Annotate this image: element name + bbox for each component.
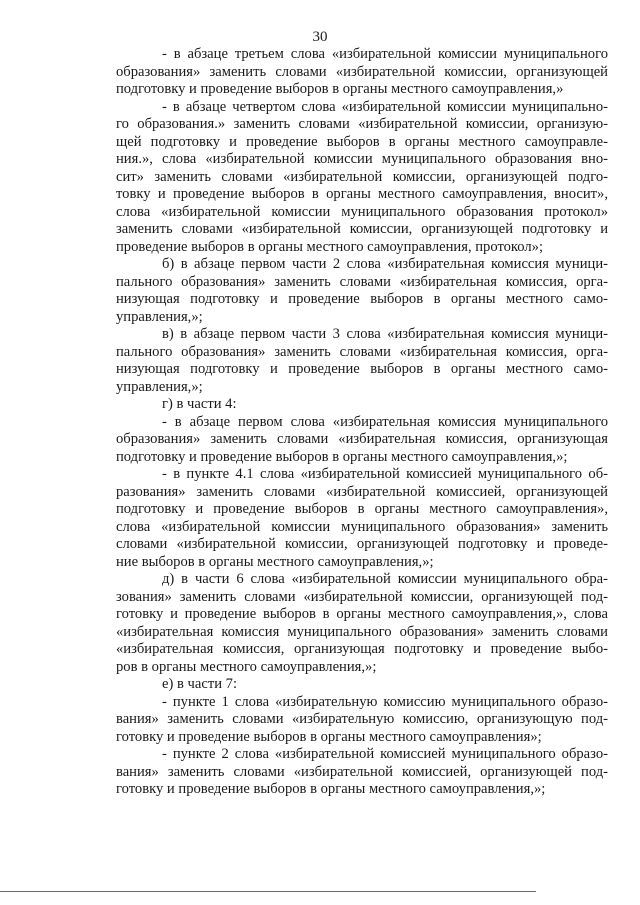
text-line: г) в части 4: [162,396,237,412]
text-line: низующая подготовку и проведение выборов в органы местного само- [116,361,608,377]
text-line: го образования.» заменить словами «избирательной комиссии, организую- [116,116,608,132]
text-line: заменить словами «избирательной комиссии, организующей подготовку и [116,221,608,237]
text-line: слова «избирательной комиссии муниципального образования протокол» [116,203,608,220]
text-line: управления,»; [116,308,203,325]
text-line: подготовку и проведение выборов в органы местного самоуправления,» [116,81,564,97]
text-line: ров в органы местного самоуправления,»; [116,658,377,675]
text-line: разования» заменить словами «избирательной комиссией, организующей [116,483,608,500]
text-line: пального образования» заменить словами «избирательная комиссия, орга- [116,343,608,360]
text-line: образования» заменить словами «избирательная комиссия, организующая [116,431,608,447]
text-line: д) в части 6 слова «избирательной комиссии муниципального обра- [162,571,608,587]
text-line: зования» заменить словами «избирательной комиссии, организующей под- [116,588,608,605]
text-line: готовку и проведение выборов в органы местного самоуправления,», слова [116,606,608,622]
text-line: готовку и проведение выборов в органы местного самоуправления,»; [116,781,546,797]
text-line: вания» заменить словами «избирательной комиссией, организующей под- [116,763,608,780]
text-line: - пункте 2 слова «избирательной комиссией муниципального образо- [162,746,608,762]
text-line: управления,»; [116,378,203,395]
text-line: готовку и проведение выборов в органы местного самоуправления»; [116,728,542,745]
text-line: сит» заменить словами «избирательной комиссии, организующей подго- [116,168,608,185]
text-line: пального образования» заменить словами «избирательная комиссия, орга- [116,273,608,290]
text-line: - пункте 1 слова «избирательную комиссию муниципального образо- [162,693,608,710]
text-line: вания» заменить словами «избирательную комиссию, организующую под- [116,711,608,727]
text-line: в) в абзаце первом части 3 слова «избирательная комиссия муници- [162,326,608,342]
footer-rule [0,891,536,892]
text-line: образования» заменить словами «избирательной комиссии, организующей [116,63,608,80]
text-line: подготовку и проведение выборов в органы местного самоуправления», [116,501,608,517]
text-line: подготовку и проведение выборов в органы местного самоуправления,»; [116,448,568,465]
text-line: «избирательная комиссия муниципального образования» заменить словами [116,623,608,640]
text-line: - в абзаце первом слова «избирательная комиссия муниципального [162,413,608,430]
text-line: ния.», слова «избирательной комиссии муниципального образования вно- [116,151,608,167]
text-line: словами «избирательной комиссии, организующей подготовку и проведе- [116,536,608,552]
page-number: 30 [312,29,328,45]
text-line: - в абзаце четвертом слова «избирательной комиссии муниципально- [162,98,608,115]
text-line: проведение выборов в органы местного самоуправления, протокол»; [116,238,544,255]
text-line: ние выборов в органы местного самоуправления,»; [116,553,434,570]
text-line: низующая подготовку и проведение выборов в органы местного само- [116,291,608,307]
text-line: - в абзаце третьем слова «избирательной комиссии муниципального [162,46,608,62]
text-line: «избирательная комиссия, организующая подготовку и проведение выбо- [116,641,608,657]
text-line: б) в абзаце первом части 2 слова «избирательная комиссия муници- [162,256,608,272]
text-line: щей подготовку и проведение выборов в органы местного самоуправле- [116,133,608,150]
text-line: товку и проведение выборов в органы местного самоуправления, вносит», [116,186,608,202]
text-line: слова «избирательной комиссии муниципального образования» заменить [116,518,608,535]
document-body [116,46,608,799]
text-line: е) в части 7: [162,676,238,692]
text-line: - в пункте 4.1 слова «избирательной комиссией муниципального об- [162,466,608,482]
